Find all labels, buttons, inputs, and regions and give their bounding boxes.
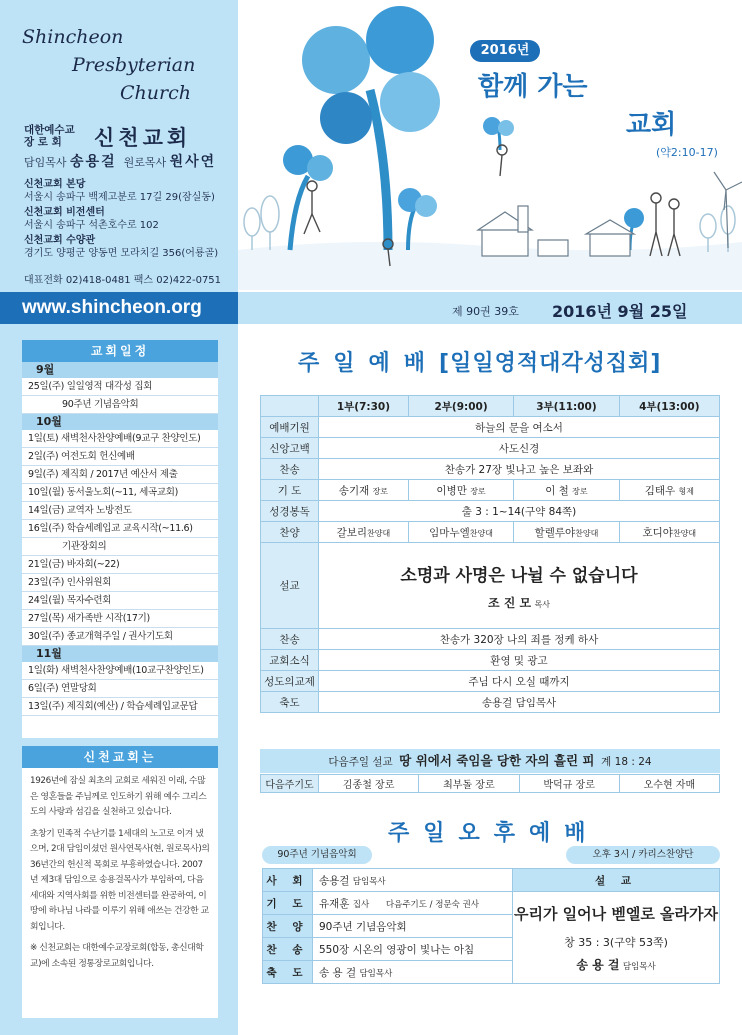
row-value: 환영 및 광고 [319,650,720,671]
sermon-cell [319,543,720,629]
row-role: 집사 [352,899,370,910]
table-row [261,480,720,501]
month-header: 9월 [22,362,218,378]
theme-line-2: 교회 [626,110,677,140]
calendar-event: 16일(주) 학습세례입교 교육시작(~11.6) [22,520,218,538]
row-label: 성도의교제 [261,671,319,692]
calendar-event: 25일(주) 일일영적 대각성 집회 [22,378,218,396]
church-building-illustration [478,206,634,256]
calendar-event: 23일(주) 인사위원회 [22,574,218,592]
main-service-subtitle: [일일영적대각성집회] [439,351,662,376]
prayer-role: 장로 [372,486,389,496]
table-row [261,522,720,543]
row-value [313,892,513,915]
column-header: 1부(7:30) [319,396,409,417]
table-row [261,650,720,671]
row-label: 기 도 [263,892,313,915]
row-value: 찬송가 27장 빛나고 높은 보좌와 [319,459,720,480]
month-header: 11월 [22,646,218,662]
next-prayer-name: 오수현 자매 [619,775,719,793]
address-retreat [24,234,218,260]
sermon-preacher-role: 목사 [534,599,550,609]
row-label: 찬송 [261,629,319,650]
intro-paragraph: 1926년에 잠실 최초의 교회로 세워진 이래, 수많은 영혼들을 주님께로 인도하기 위해 예수 그리스도의 사랑과 섬김을 실천하고 있습니다. [30,776,207,817]
intro-title: 신천교회는 [22,746,218,768]
church-name: 신천교회 [94,126,192,150]
prayer-cell [319,480,409,501]
calendar-box [22,340,218,738]
logo-line-3: Church [120,82,191,104]
row-value [313,869,513,892]
calendar-event: 14일(금) 교역자 노방전도 [22,502,218,520]
table-row [261,775,720,793]
windmill-illustration [714,172,742,248]
next-week-sermon [260,749,720,773]
address-vision-center [24,206,159,232]
row-label: 찬 양 [263,915,313,938]
row-label: 교회소식 [261,650,319,671]
emeritus-prefix: 원로목사 [123,156,167,169]
row-label: 찬 송 [263,938,313,961]
choir-cell [619,522,719,543]
issue-date: 2016년 9월 25일 [552,302,688,321]
pastor-name: 송용걸 [70,154,117,170]
row-value [313,961,513,984]
choir-name: 임마누엘 [429,526,470,539]
choir-role: 찬양대 [469,528,493,538]
row-label: 신앙고백 [261,438,319,459]
pastors-line [24,151,216,171]
afternoon-sermon-ref: 창 35 : 3(구약 53쪽) [564,935,668,949]
row-role: 담임목사 [352,876,386,887]
theme-line-1: 함께 가는 [478,72,588,102]
prayer-cell [619,480,719,501]
row-label: 사 회 [263,869,313,892]
row-value-text: 송 용 걸 [319,966,357,979]
calendar-event: 1일(화) 새벽천사찬양예배(10교구찬양인도) [22,662,218,680]
next-sermon-label: 다음주일 설교 [328,756,393,768]
phone-fax: 대표전화 02)418-0481 팩스 02)422-0751 [24,275,222,286]
logo-line-1: Shincheon [22,26,124,48]
afternoon-sermon-title: 우리가 일어나 벧엘로 올라가자 [513,904,719,923]
row-value: 하늘의 문을 여소서 [319,417,720,438]
calendar-event: 기관장회의 [22,538,218,556]
table-row [263,869,720,892]
intro-text [22,768,218,972]
calendar-event: 90주년 기념음악회 [22,396,218,414]
emeritus-name: 원사연 [169,154,217,170]
row-label: 찬송 [261,459,319,480]
row-value: 송용걸 담임목사 [319,692,720,713]
column-header: 4부(13:00) [619,396,719,417]
afternoon-service-table [262,868,720,984]
address-main [24,178,215,204]
prayer-role: 장로 [470,486,486,496]
calendar-event: 30일(주) 종교개혁주일 / 권사기도회 [22,628,218,646]
row-label: 찬양 [261,522,319,543]
address-text: 서울시 송파구 백제고분로 17길 29(잠실동) [24,192,215,203]
intro-paragraph: 초창기 민족적 수난기를 1세대의 노고로 이겨 냈으며, 2대 담임이셨던 원사연목사(현, 원로목사)의 36년간의 헌신적 목회로 부흥하였습니다. 2007년 제3대 담임으로 송용걸목사가 부임하여, 다음세대와 지역사회를 위한 비전센터를 완공하여, 이 땅에 하나님 나라를 이루기 위해 애쓰는 건강한 교회입니다. [30,828,210,932]
address-title: 신천교회 수양관 [24,235,96,246]
logo-line-2: Presbyterian [72,54,196,76]
calendar-event: 10일(월) 동서울노회(~11, 세곡교회) [22,484,218,502]
intro-box [22,746,218,1018]
church-logo [22,26,222,114]
next-week-prayer-table [260,774,720,793]
row-label: 축도 [261,692,319,713]
main-service-title-text: 주일예배 [298,351,440,376]
sermon-preacher: 조 진 모 [488,595,532,610]
row-label: 축 도 [263,961,313,984]
calendar-event: 1일(토) 새벽천사찬양예배(9교구 찬양인도) [22,430,218,448]
concert-pill: 90주년 기념음악회 [262,846,372,864]
address-title: 신천교회 비전센터 [24,207,105,218]
row-label: 예배기원 [261,417,319,438]
denomination-line-2: 장 로 회 [24,136,62,148]
main-service-title [298,346,661,377]
next-prayer-name: 최부돌 장로 [419,775,519,793]
afternoon-sermon-cell [513,892,720,984]
choir-name: 할렐루야 [534,526,576,539]
choir-cell [319,522,409,543]
row-value-text: 송용걸 [319,874,350,887]
row-value: 90주년 기념음악회 [313,915,513,938]
row-label: 기 도 [261,480,319,501]
denomination [24,124,75,148]
prayer-name: 김태우 [644,484,676,497]
calendar-event: 9일(주) 제직회 / 2017년 예산서 제출 [22,466,218,484]
calendar-event: 13일(주) 제직회(예산) / 학습세례입교문답 [22,698,218,716]
calendar-event: 2일(주) 여전도회 헌신예배 [22,448,218,466]
table-row [261,501,720,522]
main-service-table [260,395,720,713]
denomination-line-1: 대한예수교 [24,124,75,136]
choir-role: 찬양대 [367,528,391,538]
choir-cell [408,522,513,543]
prayer-name: 이 철 [545,484,569,497]
prayer-cell [514,480,619,501]
row-value: 찬송가 320장 나의 죄를 정케 하사 [319,629,720,650]
address-text: 경기도 양평군 양동면 모라치길 356(어룡골) [24,248,219,259]
next-sermon-ref: 계 18 : 24 [601,756,652,768]
intro-note: ※ 신천교회는 대한예수교장로회(합동, 총신대학교)에 소속된 정통장로교회입니다. [30,943,204,969]
table-row [261,417,720,438]
afternoon-service-title: 주일오후예배 [388,821,600,846]
row-label: 설교 [261,543,319,629]
calendar-event: 21일(금) 바자회(~22) [22,556,218,574]
choir-cell [514,522,619,543]
prayer-name: 이병만 [436,484,467,497]
choir-name: 호디야 [642,526,673,539]
table-row [261,438,720,459]
table-row [261,459,720,480]
next-prayer-name: 박덕규 장로 [519,775,619,793]
prayer-cell [408,480,513,501]
pastor-prefix: 담임목사 [24,156,67,169]
table-row [261,692,720,713]
calendar-event: 6일(주) 연말당회 [22,680,218,698]
address-text: 서울시 송파구 석촌호수로 102 [24,220,159,231]
prayer-role: 형제 [678,486,694,496]
choir-name: 갈보리 [336,526,368,539]
next-prayer-name: 김종철 장로 [319,775,419,793]
table-corner [261,396,319,417]
year-badge: 2016년 [470,40,540,62]
theme-verse: (약2:10-17) [656,146,718,159]
column-header: 2부(9:00) [408,396,513,417]
calendar-event: 24일(월) 목자수련회 [22,592,218,610]
table-header-row [261,396,720,417]
table-row [261,629,720,650]
row-value-text: 유재훈 [319,897,350,910]
table-row [263,892,720,915]
calendar-event: 27일(목) 새가족반 시작(17기) [22,610,218,628]
row-value: 사도신경 [319,438,720,459]
column-header: 3부(11:00) [514,396,619,417]
afternoon-preacher: 송 용 걸 [576,957,620,972]
row-label: 성경봉독 [261,501,319,522]
choir-role: 찬양대 [672,528,697,538]
website-link[interactable]: www.shincheon.org [0,292,238,324]
table-row [261,543,720,629]
sidebar [0,0,238,1035]
row-label: 다음주기도 [261,775,319,793]
choir-role: 찬양대 [575,528,599,538]
row-value: 출 3 : 1~14(구약 84쪽) [319,501,720,522]
address-title: 신천교회 본당 [24,179,86,190]
calendar-title: 교회일정 [22,340,218,362]
table-row [261,671,720,692]
next-sermon-title: 땅 위에서 죽임을 당한 자의 흘린 피 [399,753,595,768]
row-value: 주님 다시 오실 때까지 [319,671,720,692]
row-role: 담임목사 [359,968,393,979]
issue-number: 제 90권 39호 [452,305,519,318]
row-value: 550장 시온의 영광이 빛나는 아침 [313,938,513,961]
sermon-title: 소명과 사명은 나뉠 수 없습니다 [400,565,638,586]
afternoon-preacher-role: 담임목사 [622,961,656,972]
prayer-name: 송기재 [338,484,370,497]
prayer-role: 장로 [572,486,588,496]
month-header: 10월 [22,414,218,430]
time-pill: 오후 3시 / 카리스찬양단 [566,846,720,864]
next-prayer-note: 다음주기도 / 정문숙 권사 [385,899,480,910]
sermon-header: 설 교 [513,869,720,892]
